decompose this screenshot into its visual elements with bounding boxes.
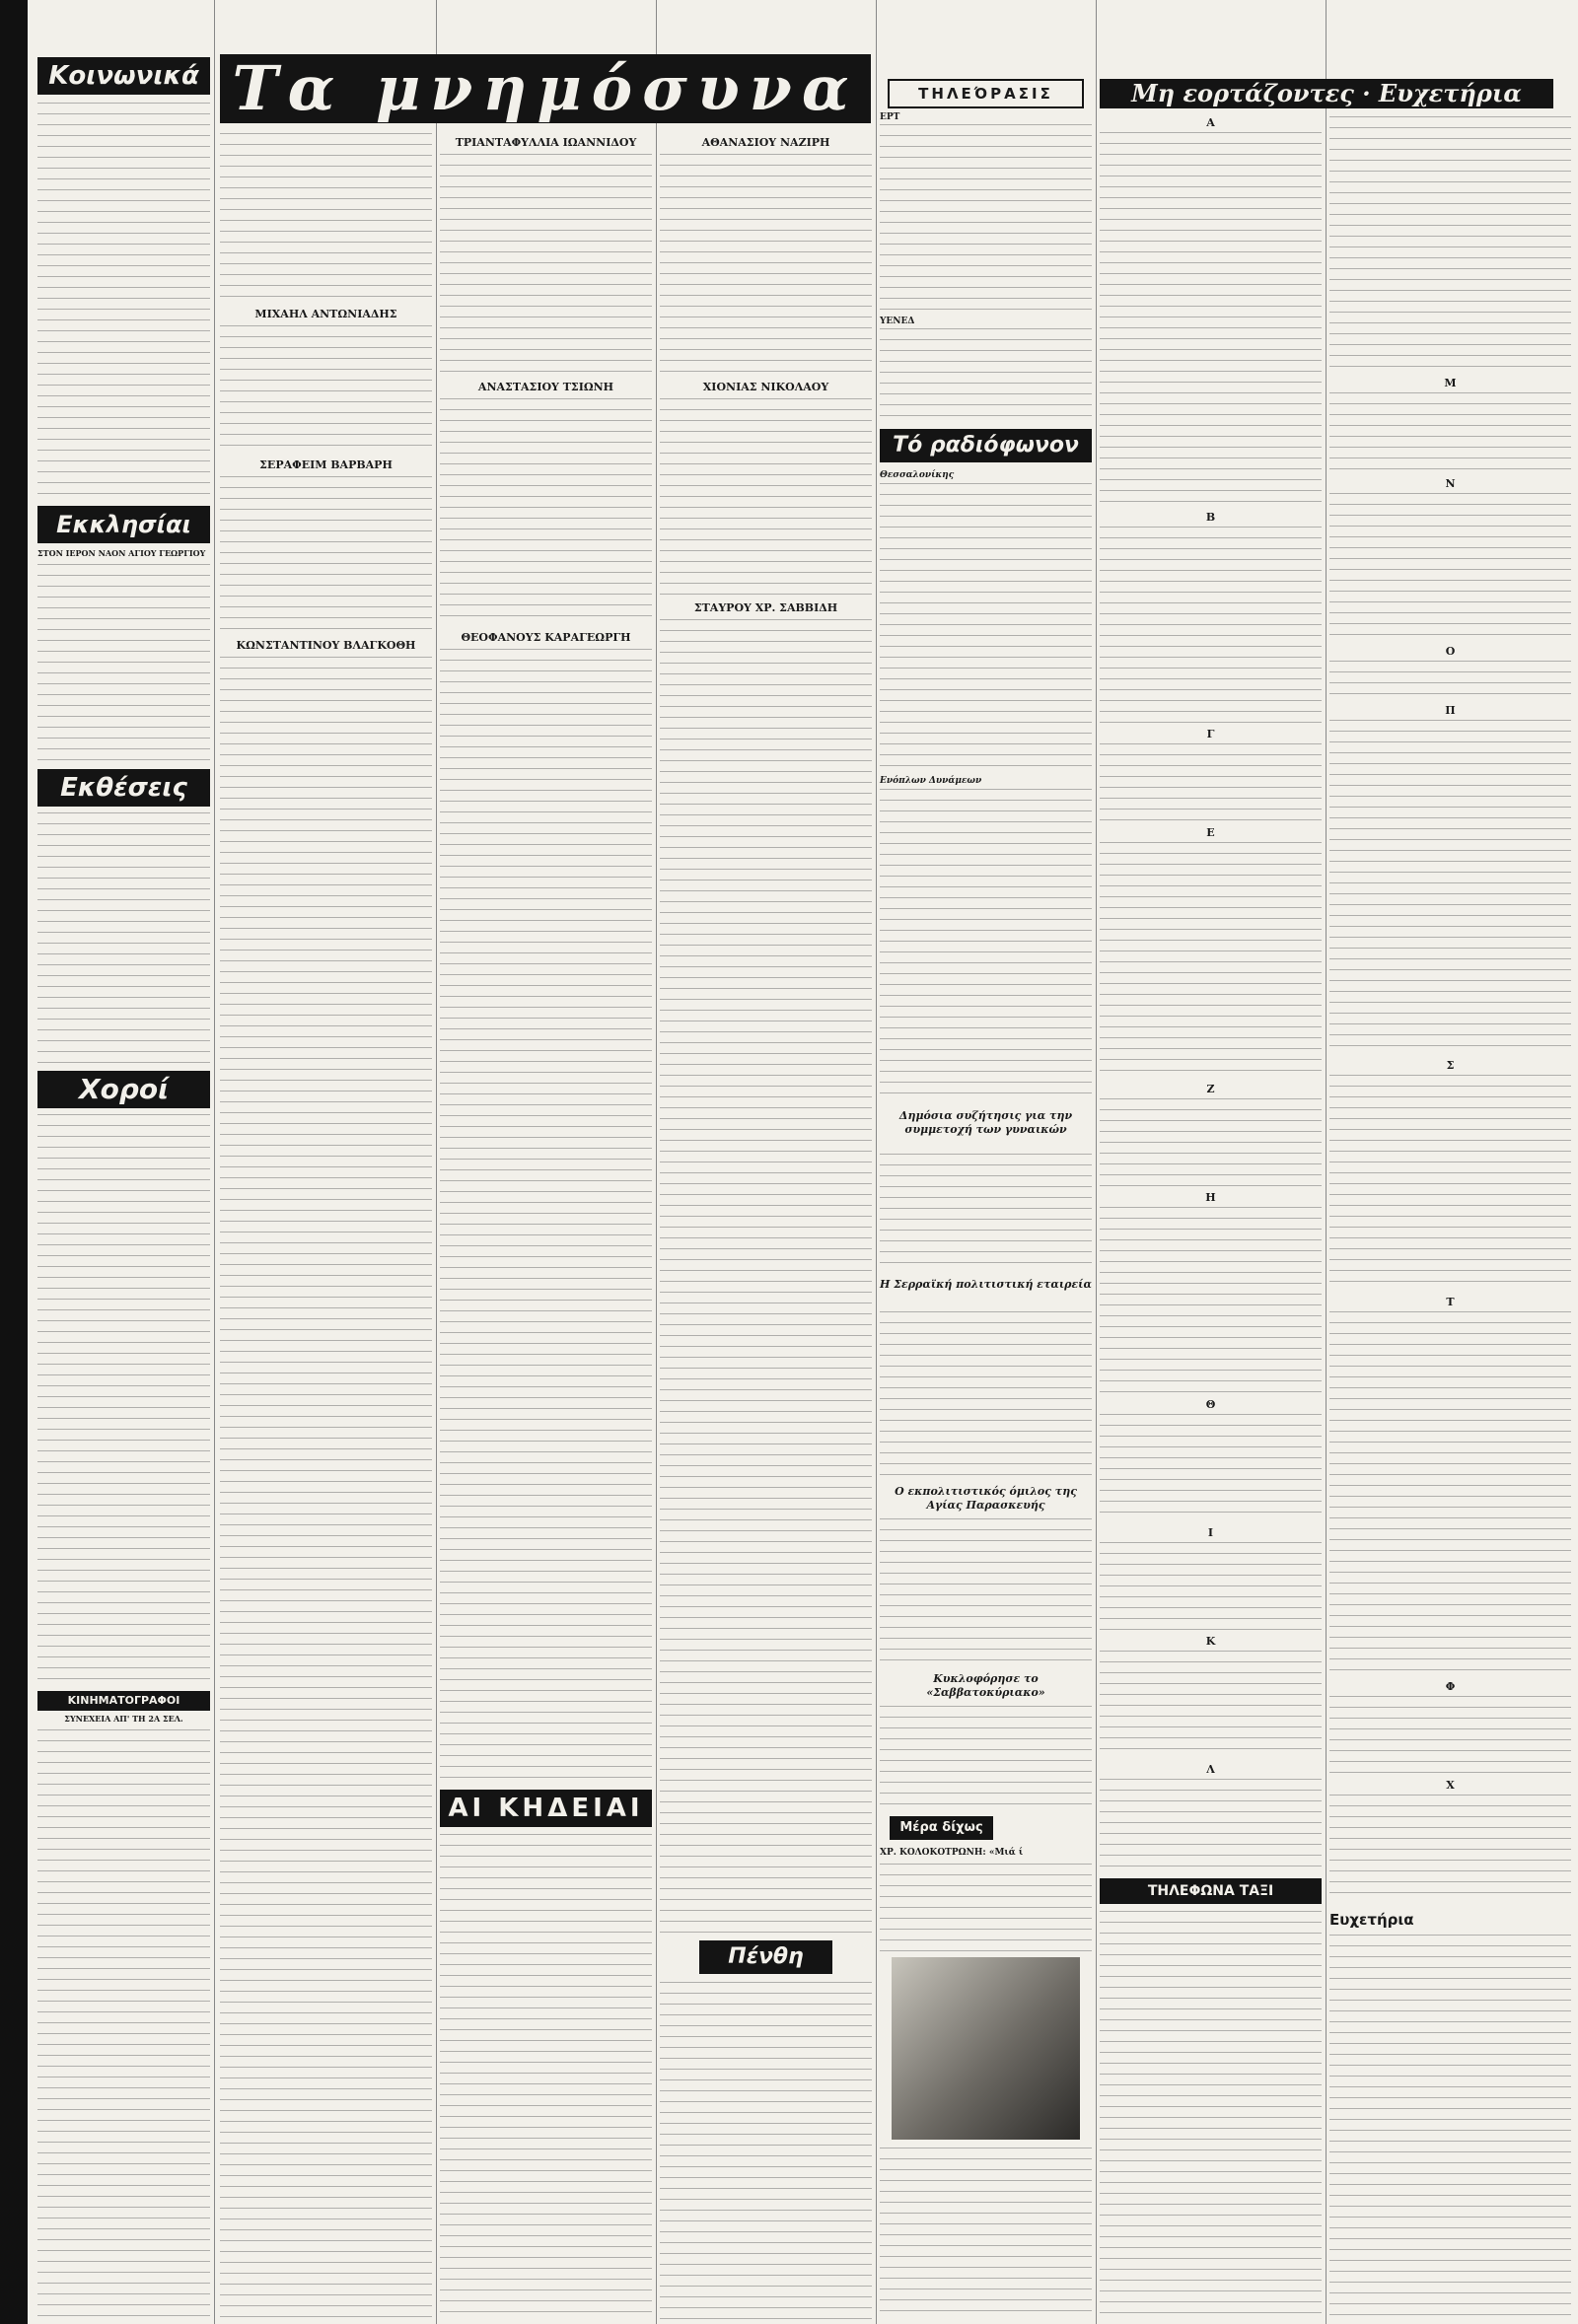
nameday-text bbox=[1100, 132, 1322, 507]
tv-heading: ΤΗΛΕΌΡΑΣΙΣ bbox=[888, 79, 1084, 108]
memorial-text bbox=[220, 657, 432, 2321]
letter-heading: Π bbox=[1445, 704, 1456, 717]
taxi-phones-heading: ΤΗΛΕΦΩΝΑ ΤΑΞΙ bbox=[1100, 1878, 1322, 1904]
nameday-text bbox=[1100, 1207, 1322, 1394]
letter-heading: Ζ bbox=[1206, 1083, 1215, 1095]
column-rule bbox=[876, 0, 877, 2324]
nameday-text bbox=[1329, 116, 1571, 373]
memorial-name: ΤΡΙΑΝΤΑΦΥΛΛΙΑ ΙΩΑΝΝΙΔΟΥ bbox=[455, 136, 637, 149]
column-rule bbox=[436, 0, 437, 2324]
memorial-name: ΧΙΟΝΙΑΣ ΝΙΚΟΛΑΟΥ bbox=[702, 381, 829, 393]
society-text bbox=[37, 103, 210, 502]
cinema-text bbox=[37, 1729, 210, 2321]
women-article-text bbox=[880, 1154, 1092, 1272]
memorials-column-2 bbox=[440, 0, 652, 2324]
circulation-title: Κυκλοφόρησε το «Σαββατοκύριακο» bbox=[926, 1672, 1045, 1699]
intro-text bbox=[220, 133, 432, 301]
letter-heading: Τ bbox=[1446, 1296, 1455, 1308]
taxi-phones-list bbox=[1100, 1911, 1322, 2321]
nameday-text bbox=[1100, 842, 1322, 1079]
letter-heading: Σ bbox=[1446, 1059, 1455, 1072]
radio-heading: Τό ραδιόφωνον bbox=[880, 429, 1092, 462]
memorial-text bbox=[440, 649, 652, 1783]
circulation-text bbox=[880, 1706, 1092, 1809]
nameday-text bbox=[1329, 1696, 1571, 1775]
memorial-name: ΘΕΟΦΑΝΟΥΣ ΚΑΡΑΓΕΩΡΓΗ bbox=[461, 631, 631, 644]
memorial-text bbox=[440, 154, 652, 376]
memorial-name: ΣΕΡΑΦΕΙΜ ΒΑΡΒΑΡΗ bbox=[259, 458, 393, 471]
letter-heading: Ι bbox=[1207, 1526, 1214, 1539]
memorial-name: ΜΙΧΑΗΛ ΑΝΤΩΝΙΑΔΗΣ bbox=[254, 308, 397, 320]
memorial-name: ΣΤΑΥΡΟΥ ΧΡ. ΣΑΒΒΙΔΗ bbox=[693, 601, 838, 614]
exhibitions-text bbox=[37, 812, 210, 1067]
nameday-text bbox=[1100, 1542, 1322, 1631]
memorials-masthead: Τα μνημόσυνα bbox=[220, 54, 871, 123]
thessaloniki-label: Θεσσαλονίκης bbox=[880, 470, 955, 480]
wishes-text bbox=[1329, 1935, 1571, 2321]
binding-gutter bbox=[0, 0, 28, 2324]
letter-heading: Η bbox=[1205, 1191, 1216, 1204]
letter-heading: Ο bbox=[1445, 645, 1456, 658]
short-section-line: ΧΡ. ΚΟΛΟΚΟΤΡΩΝΗ: «Μιά ί bbox=[880, 1848, 1024, 1858]
letter-heading: Α bbox=[1206, 116, 1215, 129]
column-rule bbox=[214, 0, 215, 2324]
letter-heading: Λ bbox=[1206, 1763, 1215, 1776]
serres-article-text bbox=[880, 1311, 1092, 1479]
yened-label: ΥΕΝΕΔ bbox=[880, 317, 915, 326]
nameday-text bbox=[1100, 1651, 1322, 1759]
portrait-photo bbox=[892, 1957, 1080, 2140]
nameday-text bbox=[1329, 1311, 1571, 1676]
column-rule bbox=[1326, 0, 1327, 2324]
funerals-text bbox=[440, 1834, 652, 2321]
nameday-column-1 bbox=[1100, 0, 1522, 2324]
nameday-text bbox=[1329, 1795, 1571, 1903]
armed-forces-label: Ενόπλων Δυνάμεων bbox=[880, 776, 982, 786]
nameday-text bbox=[1100, 527, 1322, 724]
dances-heading: Χοροί bbox=[37, 1071, 210, 1108]
memorials-column-1 bbox=[220, 0, 432, 2324]
column-rule bbox=[656, 0, 657, 2324]
column-text bbox=[880, 2148, 1092, 2321]
newspaper-page bbox=[28, 0, 1578, 2324]
short-section-text bbox=[880, 1864, 1092, 1952]
funerals-heading: ΑΙ ΚΗΔΕΙΑΙ bbox=[440, 1790, 652, 1827]
memorial-name: ΚΩΝΣΤΑΝΤΙΝΟΥ ΒΛΑΓΚΟΘΗ bbox=[236, 639, 416, 652]
letter-heading: Ν bbox=[1445, 477, 1456, 490]
short-section-heading: Μέρα δίχως bbox=[890, 1816, 993, 1840]
broadcast-column bbox=[880, 0, 1092, 2324]
nameday-text bbox=[1329, 720, 1571, 1055]
nameday-text bbox=[1100, 1414, 1322, 1522]
dances-text bbox=[37, 1114, 210, 1686]
letter-heading: Μ bbox=[1444, 377, 1457, 389]
letter-heading: Γ bbox=[1206, 728, 1215, 740]
nameday-text bbox=[1100, 1779, 1322, 1872]
memorial-text bbox=[660, 154, 872, 376]
church-heading: Εκκλησίαι bbox=[37, 506, 210, 543]
memorial-text bbox=[220, 325, 432, 454]
nameday-heading: Μη εορτάζοντες · Ευχετήρια bbox=[1100, 79, 1553, 108]
nameday-text bbox=[1329, 493, 1571, 641]
letter-heading: Χ bbox=[1446, 1779, 1455, 1792]
nameday-text bbox=[1329, 1075, 1571, 1292]
letter-heading: Ε bbox=[1206, 826, 1215, 839]
nameday-text bbox=[1100, 743, 1322, 822]
cinema-heading: ΚΙΝΗΜΑΤΟΓΡΑΦΟΙ bbox=[37, 1691, 210, 1711]
armed-forces-text bbox=[880, 789, 1092, 1102]
memorial-name: ΑΝΑΣΤΑΣΙΟΥ ΤΣΙΩΝΗ bbox=[477, 381, 614, 393]
memorial-text bbox=[440, 398, 652, 625]
memorial-text bbox=[660, 619, 872, 1936]
mourning-text bbox=[660, 1982, 872, 2321]
letter-heading: Κ bbox=[1205, 1635, 1216, 1648]
ert-label: ΕΡΤ bbox=[880, 112, 900, 122]
church-text bbox=[37, 564, 210, 766]
yened-text bbox=[880, 328, 1092, 422]
cinema-subtitle: ΣΥΝΕΧΕΙΑ ΑΠ' ΤΗ 2Α ΣΕΛ. bbox=[64, 1714, 183, 1724]
nameday-column-2 bbox=[1329, 0, 1571, 2324]
nameday-text bbox=[1329, 661, 1571, 700]
society-column bbox=[37, 0, 210, 2324]
memorial-text bbox=[660, 398, 872, 596]
wishes-heading: Ευχετήρια bbox=[1329, 1911, 1414, 1929]
column-rule bbox=[1096, 0, 1097, 2324]
club-article-title: Ο εκπολιτιστικός όμιλος της Αγίας Παρασκευής bbox=[895, 1485, 1077, 1512]
church-item: ΣΤΟΝ ΙΕΡΟΝ ΝΑΟΝ ΑΓΙΟΥ ΓΕΩΡΓΙΟΥ bbox=[37, 548, 206, 558]
society-heading: Κοινωνικά bbox=[37, 57, 210, 95]
letter-heading: Β bbox=[1205, 511, 1216, 524]
memorials-column-3 bbox=[660, 0, 872, 2324]
memorial-name: ΑΘΑΝΑΣΙΟΥ ΝΑΖΙΡΗ bbox=[701, 136, 830, 149]
serres-article-title: Η Σερραϊκή πολιτιστική εταιρεία bbox=[880, 1278, 1092, 1291]
exhibitions-heading: Εκθέσεις bbox=[37, 769, 210, 807]
women-article-title: Δημόσια συζήτησις για την συμμετοχή των γυναικών bbox=[898, 1109, 1073, 1136]
club-article-text bbox=[880, 1518, 1092, 1666]
memorial-text bbox=[220, 476, 432, 634]
thessaloniki-text bbox=[880, 483, 1092, 771]
ert-text bbox=[880, 124, 1092, 312]
nameday-text bbox=[1329, 392, 1571, 473]
nameday-text bbox=[1100, 1098, 1322, 1187]
letter-heading: Θ bbox=[1205, 1398, 1216, 1411]
mourning-heading: Πένθη bbox=[699, 1940, 832, 1974]
letter-heading: Φ bbox=[1445, 1680, 1456, 1693]
